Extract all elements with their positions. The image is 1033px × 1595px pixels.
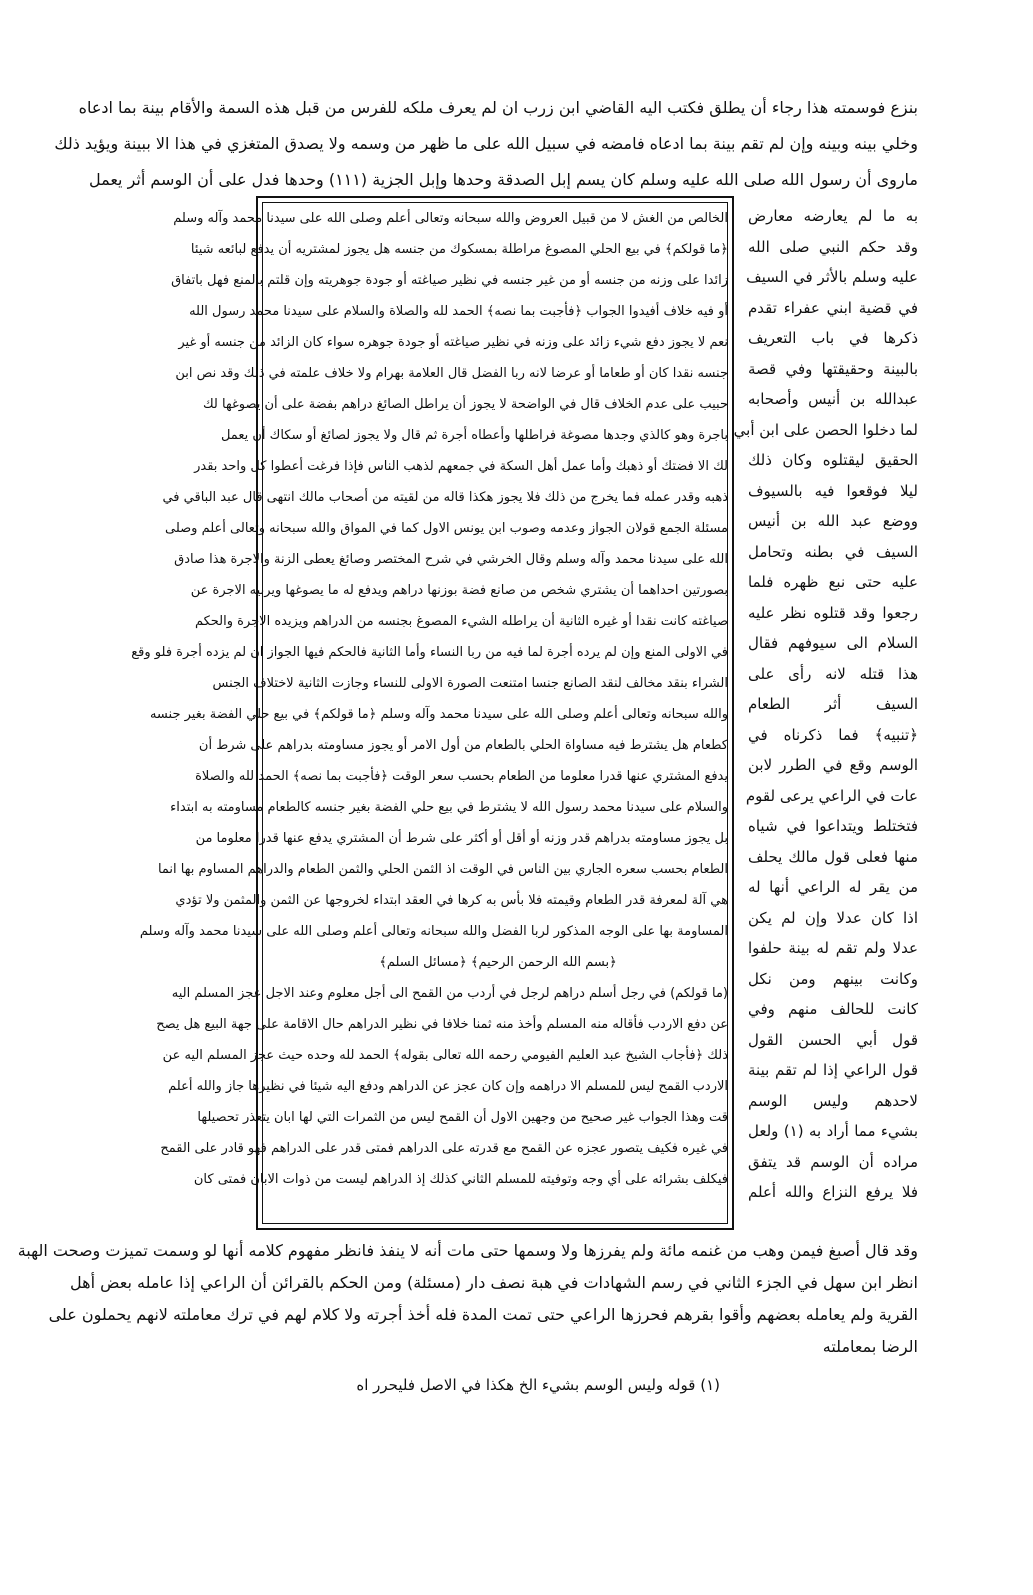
- main-box-line: مسئلة الجمع قولان الجواز وعدمه وصوب ابن يونس الاول كما في المواق والله سبحانه وتعالى أعلم وصلى: [165, 521, 728, 536]
- side-column-line: قول الراعي إذا لم تقم بينة: [748, 1061, 918, 1079]
- side-column-line: كانت للحالف منهم وفي: [748, 1000, 918, 1018]
- main-box-line: ذهبه وقدر عمله فما يخرج من ذلك فلا يجوز هكذا قاله من لقيته من أصحاب مالك انتهى قال عبد الباقي في: [162, 490, 728, 505]
- bottom-line: القرية ولم يعامله بعضهم وأقوا بقرهم فحرزها الراعي حتى تمت المدة فله أخذ أجرته ولا كلام لهم في ترك معاملته لانهم يحملون على: [48, 1305, 918, 1324]
- side-column-line: لاحدهم وليس الوسم: [748, 1091, 918, 1110]
- main-box-line: والله سبحانه وتعالى أعلم وصلى الله على سيدنا محمد وآله وسلم ﴿ما قولكم﴾ في بيع حلي الفضة بغير جنسه: [149, 707, 728, 722]
- bottom-line: انظر ابن سهل في الجزء الثاني في رسم الشهادات في هبة نصف دار (مسئلة) ومن الحكم بالقرائن أن الراعي إذا عامله بعض أهل: [70, 1273, 918, 1292]
- main-box-line: المساومة بها على الوجه المذكور لربا الفضل والله سبحانه وتعالى أعلم وصلى الله على سيدنا محمد وآله وسلم: [139, 924, 728, 939]
- side-column-line: وقد حكم النبي صلى الله: [748, 237, 918, 256]
- main-box-line: حبيب على عدم الخلاف قال في الواضحة لا يجوز أن يراطل الصائغ دراهم بفضة على أن يصوغها لك: [202, 397, 728, 412]
- side-column-line: السلام الى سيوفهم فقال: [748, 634, 918, 652]
- main-box-line: (ما قولكم) في رجل أسلم دراهم لرجل في أردب من القمح الى أجل معلوم وعند الاجل عجز المسلم اليه: [171, 986, 728, 1001]
- side-column-line: عات في الراعي يرعى لقوم: [745, 786, 918, 805]
- side-column-line: ووضع عبد الله بن أنيس: [748, 512, 918, 530]
- side-column-line: منها فعلى قول مالك يحلف: [748, 847, 918, 866]
- side-column-line: عليه حتى نبع ظهره فلما: [748, 573, 918, 591]
- main-box-line: فيكلف بشرائه على أي وجه وتوفيته للمسلم الثاني كذلك إذ الدراهم ليست من ذوات الابان فمتى كان: [193, 1172, 728, 1187]
- main-box-line: لك الا فضتك أو ذهبك وأما عمل أهل السكة في جمعهم لذهب الناس فإذا فرغت أعطوا كل واحد بقدر: [194, 459, 728, 474]
- side-column-line: فتختلط ويتداعوا في شياه: [748, 817, 918, 835]
- main-box-line: نعم لا يجوز دفع شيء زائد على وزنه في نظير صياغته أو جودة جوهره سواء كان الزائد من جنسه أو غير: [178, 335, 728, 350]
- side-column-line: السيف أثر الطعام: [748, 695, 918, 713]
- header-line: ماروى أن رسول الله صلى الله عليه وسلم كان يسم إبل الصدقة وحدها وإبل الجزية (١١١) وحدها فدل على أن الوسم أثر يعمل: [88, 170, 918, 189]
- main-box-line: بصورتين احداهما أن يشتري شخص من صانع فضة بوزنها دراهم ويدفع له ما يصوغها ويربيه الاجرة عن: [190, 583, 728, 598]
- main-box-line: الله على سيدنا محمد وآله وسلم وقال الخرشي في شرح المختصر وصائغ يعطى الزنة والاجرة هذا صادق: [174, 552, 728, 567]
- main-box-line: كطعام هل يشترط فيه مساواة الحلي بالطعام من أول الامر أو يجوز مساومته بدراهم على شرط أن: [198, 738, 728, 753]
- main-box-line: عن دفع الاردب فأقاله منه المسلم وأخذ منه ثمنا خلافا في نظير الدراهم حال الاقامة على جهة البيع هل يصح: [156, 1017, 728, 1032]
- main-box-line: باجرة وهو كالذي وجدها مصوغة فراطلها وأعطاه أجرة ثم قال ولا يجوز لصائغ أو سكاك أن يعمل: [220, 428, 728, 443]
- side-column-line: الحقيق ليقتلوه وكان ذلك: [748, 451, 918, 469]
- main-box-line: صياغته كانت نقدا أو غيره الثانية أن يراطله الشيء المصوغ بجنسه من الدراهم ويزيده الاجرة والحكم: [194, 614, 728, 629]
- main-box-line: والسلام على سيدنا محمد رسول الله لا يشترط في بيع حلي الفضة بغير جنسه كالطعام مساومته به ابتداء: [170, 800, 728, 815]
- side-column-line: مراده أن الوسم قد يتفق: [748, 1152, 918, 1171]
- side-column-line: السيف في بطنه وتحامل: [748, 542, 918, 561]
- side-column-line: هذا قتله لانه رأى على: [748, 664, 918, 683]
- main-box-line: جنسه نقدا كان أو طعاما أو عرضا لانه ربا الفضل قال العلامة بهرام ولا خلاف علمته في ذلك وقد نص ابن: [175, 366, 728, 381]
- main-box-line: هي آلة لمعرفة قدر الطعام وقيمته فلا بأس به كرها في العقد ابتداء لخروجها عن الثمن والمثمن ولا تؤدي: [175, 893, 728, 908]
- side-column-line: وكانت بينهم ومن نكل: [748, 969, 918, 988]
- side-column-line: ليلا فوقعوا فيه بالسيوف: [748, 481, 918, 500]
- main-box-line: قت وهذا الجواب غير صحيح من وجهين الاول أن القمح ليس من الثمرات التي لها ابان يتعذر تحصيلها: [197, 1110, 728, 1125]
- main-box-line: الطعام بحسب سعره الجاري بين الناس في الوقت اذ الثمن الحلي والثمن الطعام والدراهم المساوم بها انما: [157, 862, 728, 877]
- side-column-line: بشيء مما أراد به (١) ولعل: [748, 1122, 918, 1140]
- side-column-line: من يقر له الراعي أنها له: [748, 878, 918, 896]
- bottom-line: وقد قال أصبغ فيمن وهب من غنمه مائة ولم يفرزها ولا وسمها حتى مات أنه لا ينفذ فانظر مفهوم كلامه أنها لو وسمت تميزت وصحت الهبة: [17, 1241, 918, 1260]
- main-box-line: أو فيه خلاف أفيدوا الجواب ﴿فأجبت بما نصه﴾ الحمد لله والصلاة والسلام على سيدنا محمد رسول الله: [189, 304, 728, 319]
- side-column-line: ذكرها في باب التعريف: [748, 329, 918, 347]
- bottom-line: الرضا بمعاملته: [822, 1337, 918, 1356]
- header-line: وخلي بينه وبينه وإن لم تقم بينة بما ادعاه فامضه في سبيل الله على ما ظهر من وسمه ولا يصدق المتغزي في هذا الا ببينة ويؤيد ذلك: [54, 134, 918, 153]
- side-column-line: رجعوا وقد قتلوه نظر عليه: [748, 603, 918, 622]
- side-column-line: ﴿تنبيه﴾ فما ذكرناه في: [748, 725, 918, 744]
- main-box-line: ﴿ما قولكم﴾ في بيع الحلي المصوغ مراطلة بمسكوك من جنسه هل يجوز لمشتريه أن يدفع لبائعه شيئا: [190, 242, 728, 257]
- main-box-line: في الاولى المنع وإن لم يرده أجرة لما فيه من ربا النساء وأما الثانية فالحكم فيها الجواز ان لم يزده أجرة فلو وقع: [131, 645, 728, 660]
- side-column-line: عبدالله بن أنيس وأصحابه: [748, 390, 918, 408]
- main-box-line: الخالص من الغش لا من قبيل العروض والله سبحانه وتعالى أعلم وصلى الله على سيدنا محمد وآله وسلم: [173, 211, 728, 226]
- side-column-line: به ما لم يعارضه معارض: [748, 207, 918, 225]
- side-column-line: الوسم وقع في الطرر لابن: [748, 756, 918, 774]
- main-box-line: زائدا على وزنه من جنسه أو من غير جنسه في نظير صياغته أو جودة جوهريته وإن قلتم بالمنع فهل باتفاق: [171, 273, 728, 288]
- side-column-line: بالبينة وحقيقتها وفي قصة: [748, 359, 918, 378]
- side-column-line: في قضية ابني عفراء تقدم: [748, 298, 918, 317]
- side-column-line: عليه وسلم بالأثر في السيف: [746, 268, 918, 286]
- main-box-line: ﴿بسم الله الرحمن الرحيم﴾ ﴿مسائل السلم﴾: [379, 955, 617, 970]
- side-column-line: اذا كان عدلا وإن لم يكن: [748, 908, 918, 927]
- footnote: (١) قوله وليس الوسم بشيء الخ هكذا في الاصل فليحرر اه: [356, 1376, 720, 1394]
- header-line: بنزع فوسمته هذا رجاء أن يطلق فكتب اليه القاضي ابن زرب ان لم يعرف ملكه للفرس من قبل هذه السمة والأقام بينة بما ادعاه: [78, 98, 918, 117]
- side-column-line: عدلا ولم تقم له بينة حلفوا: [748, 939, 918, 957]
- side-column-line: لما دخلوا الحصن على ابن أبي: [733, 420, 918, 439]
- main-box-line: الاردب القمح ليس للمسلم الا دراهمه وإن كان عجز عن الدراهم ودفع اليه شيئا في نظيرها جاز والله أعلم: [168, 1079, 728, 1094]
- main-box-line: ذلك ﴿فأجاب الشيخ عبد العليم الفيومي رحمه الله تعالى بقوله﴾ الحمد لله وحده حيث عجز المسلم اليه عن: [162, 1048, 728, 1063]
- main-box-line: في غيره فكيف يتصور عجزه عن القمح مع قدرته على الدراهم فمتى قدر على الدراهم فهو قادر على القمح: [160, 1141, 728, 1156]
- side-column-line: قول أبي الحسن القول: [748, 1030, 918, 1049]
- side-column-line: فلا يرفع النزاع والله أعلم: [748, 1183, 918, 1201]
- main-box-line: الشراء بنقد مخالف لنقد الصانع جنسا امتنعت الصورة الاولى للنساء وجازت الثانية لاختلاف الجنس: [212, 676, 728, 691]
- main-box-line: بل يجوز مساومته بدراهم قدر وزنه أو أقل أو أكثر على شرط أن المشتري يدفع عنها قدرا معلوما من: [195, 831, 728, 846]
- main-box-line: يدفع المشتري عنها قدرا معلوما من الطعام بحسب سعر الوقت ﴿فأجبت بما نصه﴾ الحمد لله والصلاة: [195, 769, 728, 784]
